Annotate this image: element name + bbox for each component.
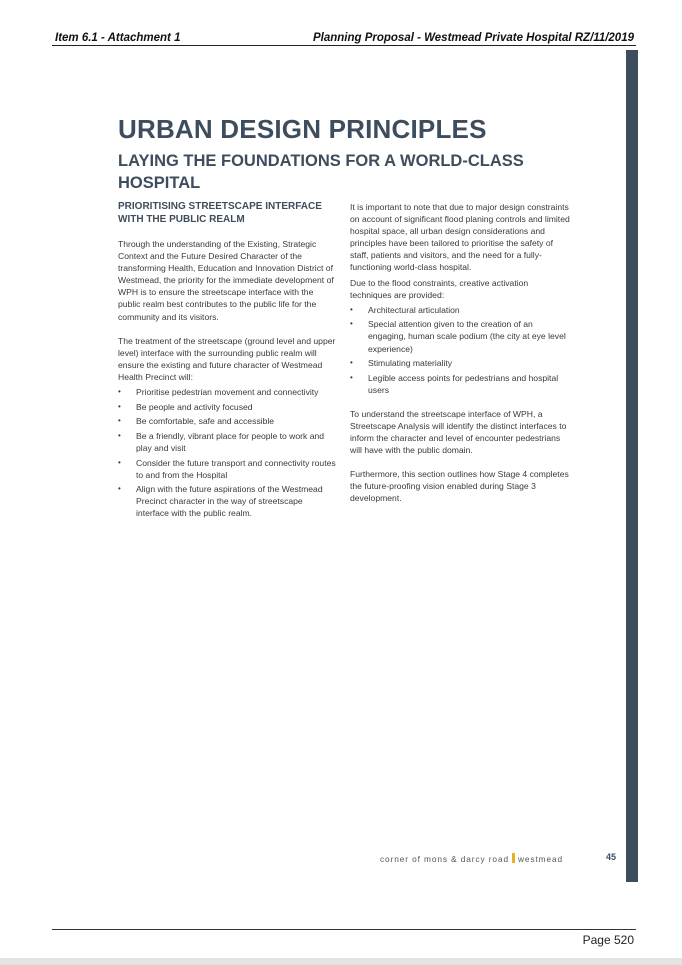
list-item: • Be people and activity focused <box>118 401 336 413</box>
list-item: • Consider the future transport and connectivity routes to and from the Hospital <box>118 457 336 481</box>
section-heading: PRIORITISING STREETSCAPE INTERFACE WITH THE PUBLIC REALM <box>118 201 322 225</box>
footer-accent-bar <box>512 853 515 863</box>
activation-intro-paragraph: Due to the flood constraints, creative activation techniques are provided: <box>350 277 529 300</box>
page-subtitle: LAYING THE FOUNDATIONS FOR A WORLD-CLASS HOSPITAL <box>118 152 524 192</box>
page-label: Page 520 <box>582 933 634 947</box>
list-item: • Prioritise pedestrian movement and connectivity <box>118 386 336 398</box>
treatment-paragraph: The treatment of the streetscape (ground level and upper level) interface with the surrounding public realm will ensure the existing and future character of Westmead Health Precinct will: <box>118 335 336 382</box>
list-item: • Legible access points for pedestrians and hospital users <box>350 372 572 396</box>
list-item: • Align with the future aspirations of the Westmead Precinct character in the way of streetscape interface with the public realm. <box>118 483 336 519</box>
page-bottom-band <box>0 958 682 965</box>
list-item: • Stimulating materiality <box>350 357 572 369</box>
intro-paragraph: Through the understanding of the Existing, Strategic Context and the Future Desired Character of the transforming Health, Education and Innovation District of Westmead, the priority for the immediate development of WPH is to ensure the streetscape interface with the public realm best contributes to the public life for the community and its visitors. <box>118 239 334 322</box>
side-accent-bar <box>626 50 638 882</box>
list-item: • Architectural articulation <box>350 304 572 316</box>
stage-paragraph: Furthermore, this section outlines how Stage 4 completes the future-proofing vision enabled during Stage 3 development. <box>350 469 569 504</box>
document-page-number: 45 <box>606 852 617 862</box>
left-column <box>118 201 336 531</box>
right-column <box>350 201 572 517</box>
footer-suburb: westmead <box>517 854 563 864</box>
header-document-title: Planning Proposal - Westmead Private Hospital RZ/11/2019 <box>312 32 634 44</box>
footer-divider <box>52 929 636 930</box>
streetscape-analysis-paragraph: To understand the streetscape interface of WPH, a Streetscape Analysis will identify the distinct interfaces to inform the character and level of encounter pedestrians will have with the public domain. <box>350 408 567 456</box>
page-title: URBAN DESIGN PRINCIPLES <box>118 114 487 144</box>
constraints-paragraph: It is important to note that due to major design constraints on account of significant flood planing controls and limited hospital space, all urban design considerations and principles have been tailored to prioritise the safety of staff, patients and visitors, and the need for a fully-functioning world-class hospital. <box>350 202 570 273</box>
footer-location <box>380 853 563 864</box>
streetscape-goals-list <box>118 386 336 519</box>
list-item: • Be comfortable, safe and accessible <box>118 415 336 427</box>
list-item: • Special attention given to the creation of an engaging, human scale podium (the city at eye level experience) <box>350 318 572 354</box>
header-attachment-label: Item 6.1 - Attachment 1 <box>55 32 181 44</box>
header-divider <box>52 45 636 46</box>
activation-techniques-list <box>350 304 572 396</box>
list-item: • Be a friendly, vibrant place for people to work and play and visit <box>118 430 336 454</box>
footer-address: corner of mons & darcy road <box>380 854 509 864</box>
